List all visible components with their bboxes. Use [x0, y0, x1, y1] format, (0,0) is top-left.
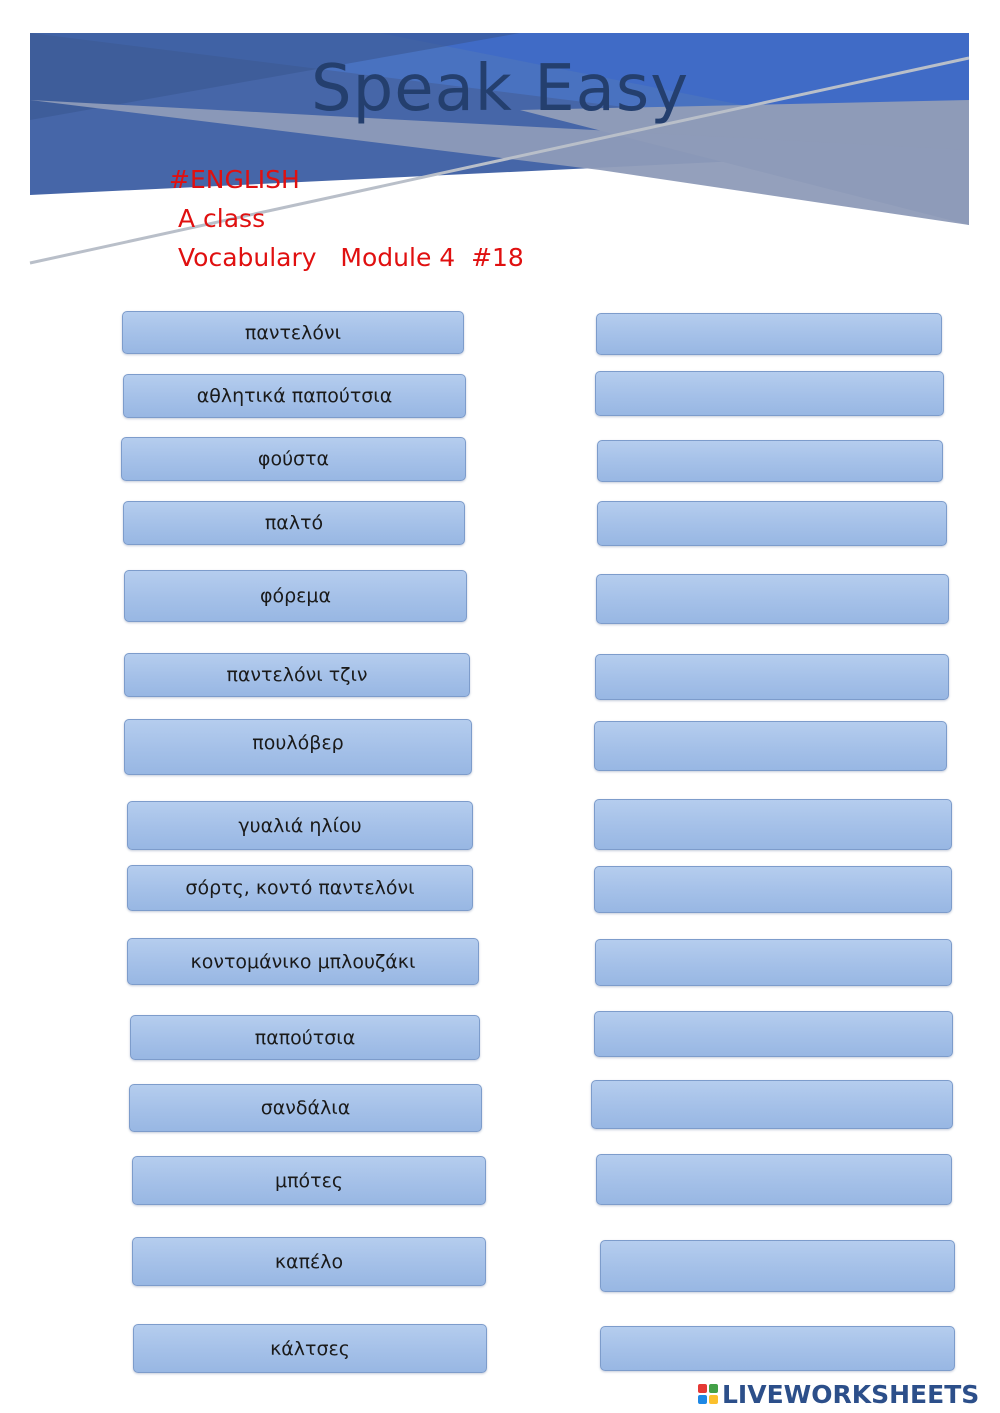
- word-label: γυαλιά ηλίου: [238, 814, 362, 837]
- word-box: [127, 865, 473, 911]
- word-box: [132, 1237, 486, 1286]
- word-box: [133, 1324, 487, 1373]
- word-label: φόρεμα: [259, 585, 332, 607]
- word-label: σόρτς, κοντό παντελόνι: [185, 877, 415, 899]
- word-label: παντελόνι τζιν: [226, 664, 368, 686]
- word-label: φούστα: [257, 448, 330, 470]
- answer-field[interactable]: [600, 1326, 955, 1371]
- answer-field[interactable]: [595, 371, 944, 416]
- answer-field[interactable]: [594, 799, 952, 850]
- word-box: [127, 938, 479, 985]
- answer-field[interactable]: [594, 866, 952, 913]
- answer-field[interactable]: [596, 574, 949, 624]
- subtitle-module: Vocabulary Module 4 #18: [178, 243, 524, 272]
- word-box: [124, 653, 470, 697]
- word-box: [123, 501, 465, 545]
- answer-field[interactable]: [595, 939, 952, 986]
- liveworksheets-brand[interactable]: [698, 1377, 979, 1411]
- word-box: [124, 719, 472, 775]
- word-label: πουλόβερ: [252, 732, 344, 754]
- subtitle-language: #ENGLISH: [169, 165, 300, 194]
- answer-field[interactable]: [595, 654, 949, 700]
- word-box: [123, 374, 466, 418]
- answer-field[interactable]: [596, 313, 942, 355]
- word-label: αθλητικά παπούτσια: [196, 385, 393, 407]
- word-label: σανδάλια: [260, 1097, 351, 1119]
- word-label: παντελόνι: [244, 321, 342, 344]
- answer-field[interactable]: [597, 501, 947, 546]
- word-box: [129, 1084, 482, 1132]
- word-label: κοντομάνικο μπλουζάκι: [190, 950, 416, 973]
- answer-field[interactable]: [594, 1011, 953, 1057]
- answer-field[interactable]: [596, 1154, 952, 1205]
- liveworksheets-logo-icon: [698, 1384, 718, 1404]
- word-box: [127, 801, 473, 850]
- page-title: Speak Easy: [310, 52, 690, 126]
- word-box: [132, 1156, 486, 1205]
- word-label: κάλτσες: [270, 1337, 350, 1360]
- subtitle-class: A class: [178, 204, 266, 233]
- word-label: καπέλο: [274, 1250, 344, 1273]
- answer-field[interactable]: [597, 440, 943, 482]
- answer-field[interactable]: [594, 721, 947, 771]
- word-box: [121, 437, 466, 481]
- word-label: μπότες: [274, 1169, 343, 1192]
- answer-field[interactable]: [600, 1240, 955, 1292]
- word-box: [122, 311, 464, 354]
- answer-field[interactable]: [591, 1080, 953, 1129]
- word-box: [124, 570, 467, 622]
- word-label: παλτό: [264, 512, 324, 534]
- word-box: [130, 1015, 480, 1060]
- word-label: παπούτσια: [254, 1026, 356, 1049]
- brand-name: LIVEWORKSHEETS: [722, 1379, 980, 1409]
